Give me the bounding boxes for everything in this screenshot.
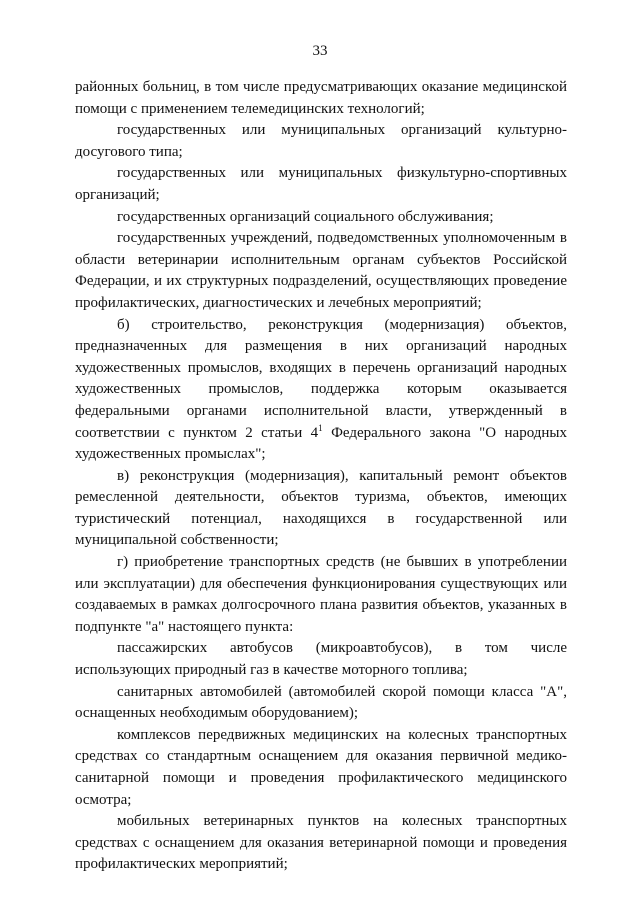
paragraph-text: б) строительство, реконструкция (модернизация) объектов, предназначенных для размещения в них организаций народных художественных промыслов, входящих в перечень организаций народных художественных промыслов, поддержка которым оказывается федеральными органами исполнительной власти, утвержденный в соответствии с пунктом 2 статьи 4 (75, 316, 567, 441)
paragraph (75, 315, 567, 466)
superscript: 1 (318, 422, 323, 433)
paragraph: г) приобретение транспортных средств (не бывших в употреблении или эксплуатации) для обеспечения функционирования существующих или создаваемых в рамках долгосрочного плана развития объектов, указанных в подпункте "а" настоящего пункта: (75, 554, 567, 635)
paragraph: государственных организаций социального обслуживания; (117, 208, 494, 225)
paragraph: санитарных автомобилей (автомобилей скорой помощи класса "А", оснащенных необходимым оборудованием); (75, 683, 567, 722)
paragraph: государственных или муниципальных организаций культурно-досугового типа; (75, 122, 567, 160)
paragraph-text-continued: Федерального закона "О народных художественных промыслах"; (75, 424, 567, 463)
document-body (75, 77, 567, 876)
paragraph: в) реконструкция (модернизация), капитальный ремонт объектов ремесленной деятельности, объектов туризма, объектов, имеющих туристический потенциал, находящихся в государственной или муниципальной собственности; (75, 467, 567, 549)
paragraph: государственных учреждений, подведомственных уполномоченным в области ветеринарии исполнительным органам субъектов Российской Федерации, и их структурных подразделений, осуществляющих проведение профилактических, диагностических и лечебных мероприятий; (75, 230, 567, 311)
paragraph: комплексов передвижных медицинских на колесных транспортных средствах со стандартным оснащением для оказания первичной медико-санитарной помощи и проведения профилактического медицинского осмотра; (75, 726, 567, 808)
paragraph: мобильных ветеринарных пунктов на колесных транспортных средствах с оснащением для оказания ветеринарной помощи и проведения профилактических мероприятий; (75, 813, 567, 873)
paragraph: пассажирских автобусов (микроавтобусов), в том числе использующих природный газ в качестве моторного топлива; (75, 640, 567, 679)
paragraph: районных больниц, в том числе предусматривающих оказание медицинской помощи с применением телемедицинских технологий; (75, 79, 567, 117)
page-number: 33 (312, 43, 328, 59)
paragraph: государственных или муниципальных физкультурно-спортивных организаций; (75, 165, 567, 203)
